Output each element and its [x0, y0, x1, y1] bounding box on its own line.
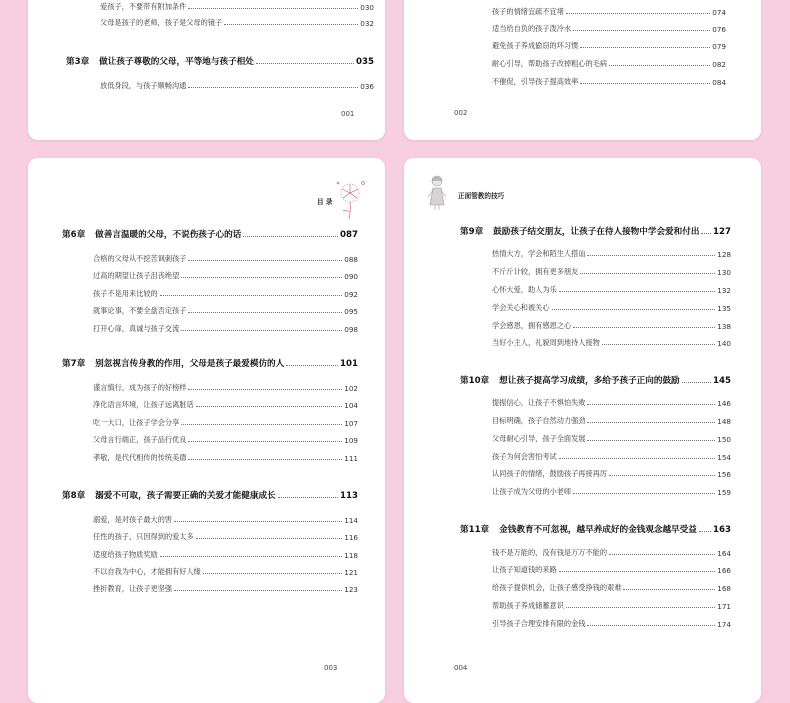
leader-dots [573, 327, 715, 328]
entry-page: 076 [712, 25, 726, 34]
entry-title: 不以自我为中心，才能拥有好人缘 [93, 567, 201, 576]
chapter-number: 第6章 [62, 230, 86, 240]
entry-title: 学会关心和被关心 [492, 303, 550, 312]
leader-dots [559, 571, 716, 572]
toc-entry[interactable] [93, 416, 358, 428]
leader-dots [160, 295, 343, 296]
entry-title: 谨言慎行，成为孩子的好榜样 [93, 383, 187, 392]
chapter-page: 127 [713, 227, 731, 237]
entry-page: 102 [344, 384, 358, 393]
toc-entry[interactable] [93, 451, 358, 463]
leader-dots [609, 475, 715, 476]
entry-title: 不斤斤计较，拥有更多朋友 [492, 267, 579, 276]
running-header: 目 录 [317, 198, 333, 206]
chapter-number: 第3章 [66, 57, 90, 67]
leader-dots [580, 273, 715, 274]
entry-title: 孝敬，是代代相传的传统美德 [93, 453, 187, 462]
leader-dots [580, 83, 710, 84]
page-number: 002 [454, 109, 468, 117]
entry-title: 避免孩子养成偷窃的坏习惯 [492, 41, 579, 50]
entry-title: 耐心引导，帮助孩子改掉粗心的毛病 [492, 59, 608, 68]
leader-dots [587, 422, 715, 423]
toc-entry[interactable] [492, 265, 731, 277]
entry-title: 爱孩子，不要带有附加条件 [100, 2, 187, 11]
toc-entry[interactable] [93, 287, 358, 299]
entry-page: 092 [344, 290, 358, 299]
chapter-page: 087 [340, 230, 358, 240]
entry-title: 孩子不是用来比较的 [93, 289, 158, 298]
entry-title: 热情大方，学会和陌生人搭讪 [492, 249, 586, 258]
entry-title: 打开心扉，真诚与孩子交流 [93, 324, 180, 333]
leader-dots [181, 330, 342, 331]
toc-entry[interactable] [492, 485, 731, 497]
toc-entry[interactable] [492, 617, 731, 629]
leader-dots [609, 65, 710, 66]
page-001 [28, 0, 385, 140]
leader-dots [256, 63, 354, 64]
entry-page: 030 [360, 3, 374, 12]
chapter-heading[interactable] [62, 355, 358, 369]
chapter-title: 做善言温暖的父母，不说伤孩子心的话 [95, 230, 242, 240]
entry-title: 溺爱，是对孩子最大的害 [93, 515, 173, 524]
leader-dots [188, 260, 342, 261]
entry-page: 079 [712, 42, 726, 51]
toc-entry[interactable] [93, 530, 358, 542]
entry-page: 111 [344, 454, 358, 463]
entry-title: 适度给孩子物质奖励 [93, 550, 158, 559]
toc-entry[interactable] [100, 16, 374, 28]
toc-entry[interactable] [492, 396, 731, 408]
chapter-number: 第9章 [460, 227, 484, 237]
toc-entry[interactable] [492, 336, 731, 348]
toc-entry[interactable] [492, 319, 731, 331]
leader-dots [587, 440, 715, 441]
entry-title: 认同孩子的情绪，鼓励孩子再接再厉 [492, 469, 608, 478]
chapter-number: 第8章 [62, 491, 86, 501]
toc-entry[interactable] [93, 269, 358, 281]
entry-title: 孩子的情绪宜疏不宜堵 [492, 7, 564, 16]
leader-dots [580, 47, 710, 48]
entry-title: 放低身段，与孩子顺畅沟通 [100, 81, 187, 90]
chapter-heading[interactable] [460, 372, 731, 386]
chapter-heading[interactable] [460, 521, 731, 535]
leader-dots [188, 312, 342, 313]
entry-title: 吃一大口，让孩子学会分享 [93, 418, 180, 427]
dandelion-icon [333, 177, 367, 221]
entry-page: 128 [717, 250, 731, 259]
entry-title: 就事论事，不要全盘否定孩子 [93, 306, 187, 315]
chapter-title: 鼓励孩子结交朋友，让孩子在待人接物中学会爱和付出 [493, 227, 700, 237]
page-number: 003 [324, 664, 338, 672]
entry-page: 150 [717, 435, 731, 444]
toc-entry[interactable] [492, 301, 731, 313]
chapter-page: 035 [356, 57, 374, 67]
leader-dots [160, 556, 343, 557]
leader-dots [286, 365, 338, 366]
toc-entry[interactable] [93, 304, 358, 316]
leader-dots [609, 554, 715, 555]
entry-title: 当好小主人，礼貌周到地待人接物 [492, 338, 600, 347]
leader-dots [181, 277, 342, 278]
entry-page: 174 [717, 620, 731, 629]
toc-entry[interactable] [492, 5, 726, 17]
entry-page: 138 [717, 322, 731, 331]
leader-dots [573, 493, 715, 494]
entry-page: 088 [344, 255, 358, 264]
leader-dots [682, 382, 711, 383]
toc-entry[interactable] [93, 548, 358, 560]
entry-page: 109 [344, 436, 358, 445]
entry-title: 适当给自负的孩子泼冷水 [492, 24, 572, 33]
toc-entry[interactable] [93, 381, 358, 393]
leader-dots [701, 233, 711, 234]
leader-dots [566, 13, 710, 14]
entry-title: 净化语言环境，让孩子远离脏话 [93, 400, 194, 409]
chapter-title: 别忽视言传身教的作用，父母是孩子最爱模仿的人 [95, 359, 285, 369]
page-003 [28, 158, 385, 703]
toc-entry[interactable] [93, 582, 358, 594]
entry-page: 171 [717, 602, 731, 611]
toc-entry[interactable] [492, 75, 726, 87]
leader-dots [587, 625, 715, 626]
toc-entry[interactable] [100, 79, 374, 91]
entry-title: 父母耐心引导，孩子全面发展 [492, 434, 586, 443]
toc-entry[interactable] [492, 57, 726, 69]
toc-entry[interactable] [492, 39, 726, 51]
leader-dots [559, 291, 716, 292]
toc-entry[interactable] [492, 22, 726, 34]
entry-page: 036 [360, 82, 374, 91]
entry-page: 082 [712, 60, 726, 69]
leader-dots [602, 344, 715, 345]
leader-dots [174, 521, 342, 522]
leader-dots [566, 607, 715, 608]
entry-page: 130 [717, 268, 731, 277]
chapter-heading[interactable] [62, 226, 358, 240]
toc-entry[interactable] [492, 414, 731, 426]
page-number: 004 [454, 664, 468, 672]
girl-illustration-icon [420, 172, 454, 212]
entry-page: 032 [360, 19, 374, 28]
toc-entry[interactable] [492, 546, 731, 558]
leader-dots [188, 459, 342, 460]
toc-entry[interactable] [93, 398, 358, 410]
entry-page: 074 [712, 8, 726, 17]
running-header: 正面管教的技巧 [458, 192, 505, 200]
entry-page: 121 [344, 568, 358, 577]
leader-dots [188, 87, 358, 88]
entry-page: 114 [344, 516, 358, 525]
entry-title: 让孩子成为父母的小老师 [492, 487, 572, 496]
entry-title: 让孩子知道钱的来路 [492, 565, 557, 574]
entry-title: 学会感恩，拥有感恩之心 [492, 321, 572, 330]
entry-page: 159 [717, 488, 731, 497]
toc-entry[interactable] [492, 581, 731, 593]
toc-entry[interactable] [93, 252, 358, 264]
leader-dots [181, 424, 342, 425]
page-004 [404, 158, 761, 703]
entry-title: 孩子为何会害怕考试 [492, 452, 557, 461]
toc-entry[interactable] [93, 322, 358, 334]
leader-dots [196, 538, 343, 539]
chapter-page: 101 [340, 359, 358, 369]
entry-page: 118 [344, 551, 358, 560]
chapter-number: 第7章 [62, 359, 86, 369]
chapter-heading[interactable] [66, 53, 374, 67]
entry-page: 084 [712, 78, 726, 87]
chapter-page: 113 [340, 491, 358, 501]
entry-page: 164 [717, 549, 731, 558]
chapter-heading[interactable] [62, 487, 358, 501]
entry-page: 098 [344, 325, 358, 334]
entry-title: 引导孩子合理安排有限的金钱 [492, 619, 586, 628]
entry-title: 父母言行端正，孩子品行优良 [93, 435, 187, 444]
entry-page: 107 [344, 419, 358, 428]
entry-page: 168 [717, 584, 731, 593]
entry-page: 154 [717, 453, 731, 462]
chapter-page: 145 [713, 376, 731, 386]
entry-title: 父母是孩子的老师，孩子是父母的镜子 [100, 18, 223, 27]
leader-dots [623, 589, 715, 590]
chapter-title: 溺爱不可取，孩子需要正确的关爱才能健康成长 [95, 491, 276, 501]
entry-page: 132 [717, 286, 731, 295]
leader-dots [196, 406, 343, 407]
entry-title: 心怀大爱，助人为乐 [492, 285, 557, 294]
entry-page: 148 [717, 417, 731, 426]
toc-entry[interactable] [492, 467, 731, 479]
entry-page: 166 [717, 566, 731, 575]
leader-dots [587, 255, 715, 256]
toc-entry[interactable] [492, 283, 731, 295]
leader-dots [174, 590, 342, 591]
entry-title: 不催促，引导孩子提高效率 [492, 77, 579, 86]
toc-entry[interactable] [93, 565, 358, 577]
leader-dots [224, 24, 358, 25]
chapter-title: 做让孩子尊敬的父母，平等地与孩子相处 [99, 57, 254, 67]
toc-entry[interactable] [492, 563, 731, 575]
entry-page: 104 [344, 401, 358, 410]
entry-page: 146 [717, 399, 731, 408]
leader-dots [188, 441, 342, 442]
chapter-number: 第11章 [460, 525, 490, 535]
leader-dots [573, 30, 710, 31]
toc-entry[interactable] [492, 450, 731, 462]
chapter-page: 163 [713, 525, 731, 535]
entry-title: 钱不是万能的，没有钱是万万不能的 [492, 548, 608, 557]
entry-title: 提振信心，让孩子不惧怕失败 [492, 398, 586, 407]
entry-title: 合格的父母从不挖苦讽刺孩子 [93, 254, 187, 263]
leader-dots [188, 8, 358, 9]
entry-title: 挫折教育，让孩子更坚强 [93, 584, 173, 593]
entry-page: 140 [717, 339, 731, 348]
leader-dots [243, 236, 338, 237]
toc-entry[interactable] [492, 432, 731, 444]
leader-dots [552, 309, 716, 310]
entry-title: 任性的孩子，只因得到的爱太多 [93, 532, 194, 541]
entry-title: 目标明确，孩子自然动力强劲 [492, 416, 586, 425]
toc-entry[interactable] [492, 599, 731, 611]
leader-dots [203, 573, 342, 574]
toc-entry[interactable] [492, 247, 731, 259]
toc-entry[interactable] [93, 433, 358, 445]
entry-title: 帮助孩子养成储蓄意识 [492, 601, 564, 610]
leader-dots [278, 497, 338, 498]
page-002 [404, 0, 761, 140]
leader-dots [559, 458, 716, 459]
entry-page: 116 [344, 533, 358, 542]
leader-dots [587, 404, 715, 405]
chapter-heading[interactable] [460, 223, 731, 237]
toc-entry[interactable] [100, 0, 374, 12]
chapter-number: 第10章 [460, 376, 490, 386]
toc-entry[interactable] [93, 513, 358, 525]
entry-page: 135 [717, 304, 731, 313]
entry-title: 过高的期望让孩子沮丧绝望 [93, 271, 180, 280]
entry-title: 给孩子提供机会，让孩子感受挣钱的艰难 [492, 583, 622, 592]
chapter-title: 金钱教育不可忽视，越早养成好的金钱观念越早受益 [499, 525, 697, 535]
chapter-title: 想让孩子提高学习成绩，多给予孩子正向的鼓励 [499, 376, 680, 386]
entry-page: 156 [717, 470, 731, 479]
leader-dots [188, 389, 342, 390]
entry-page: 095 [344, 307, 358, 316]
entry-page: 123 [344, 585, 358, 594]
entry-page: 090 [344, 272, 358, 281]
leader-dots [699, 531, 711, 532]
page-number: 001 [341, 110, 355, 118]
